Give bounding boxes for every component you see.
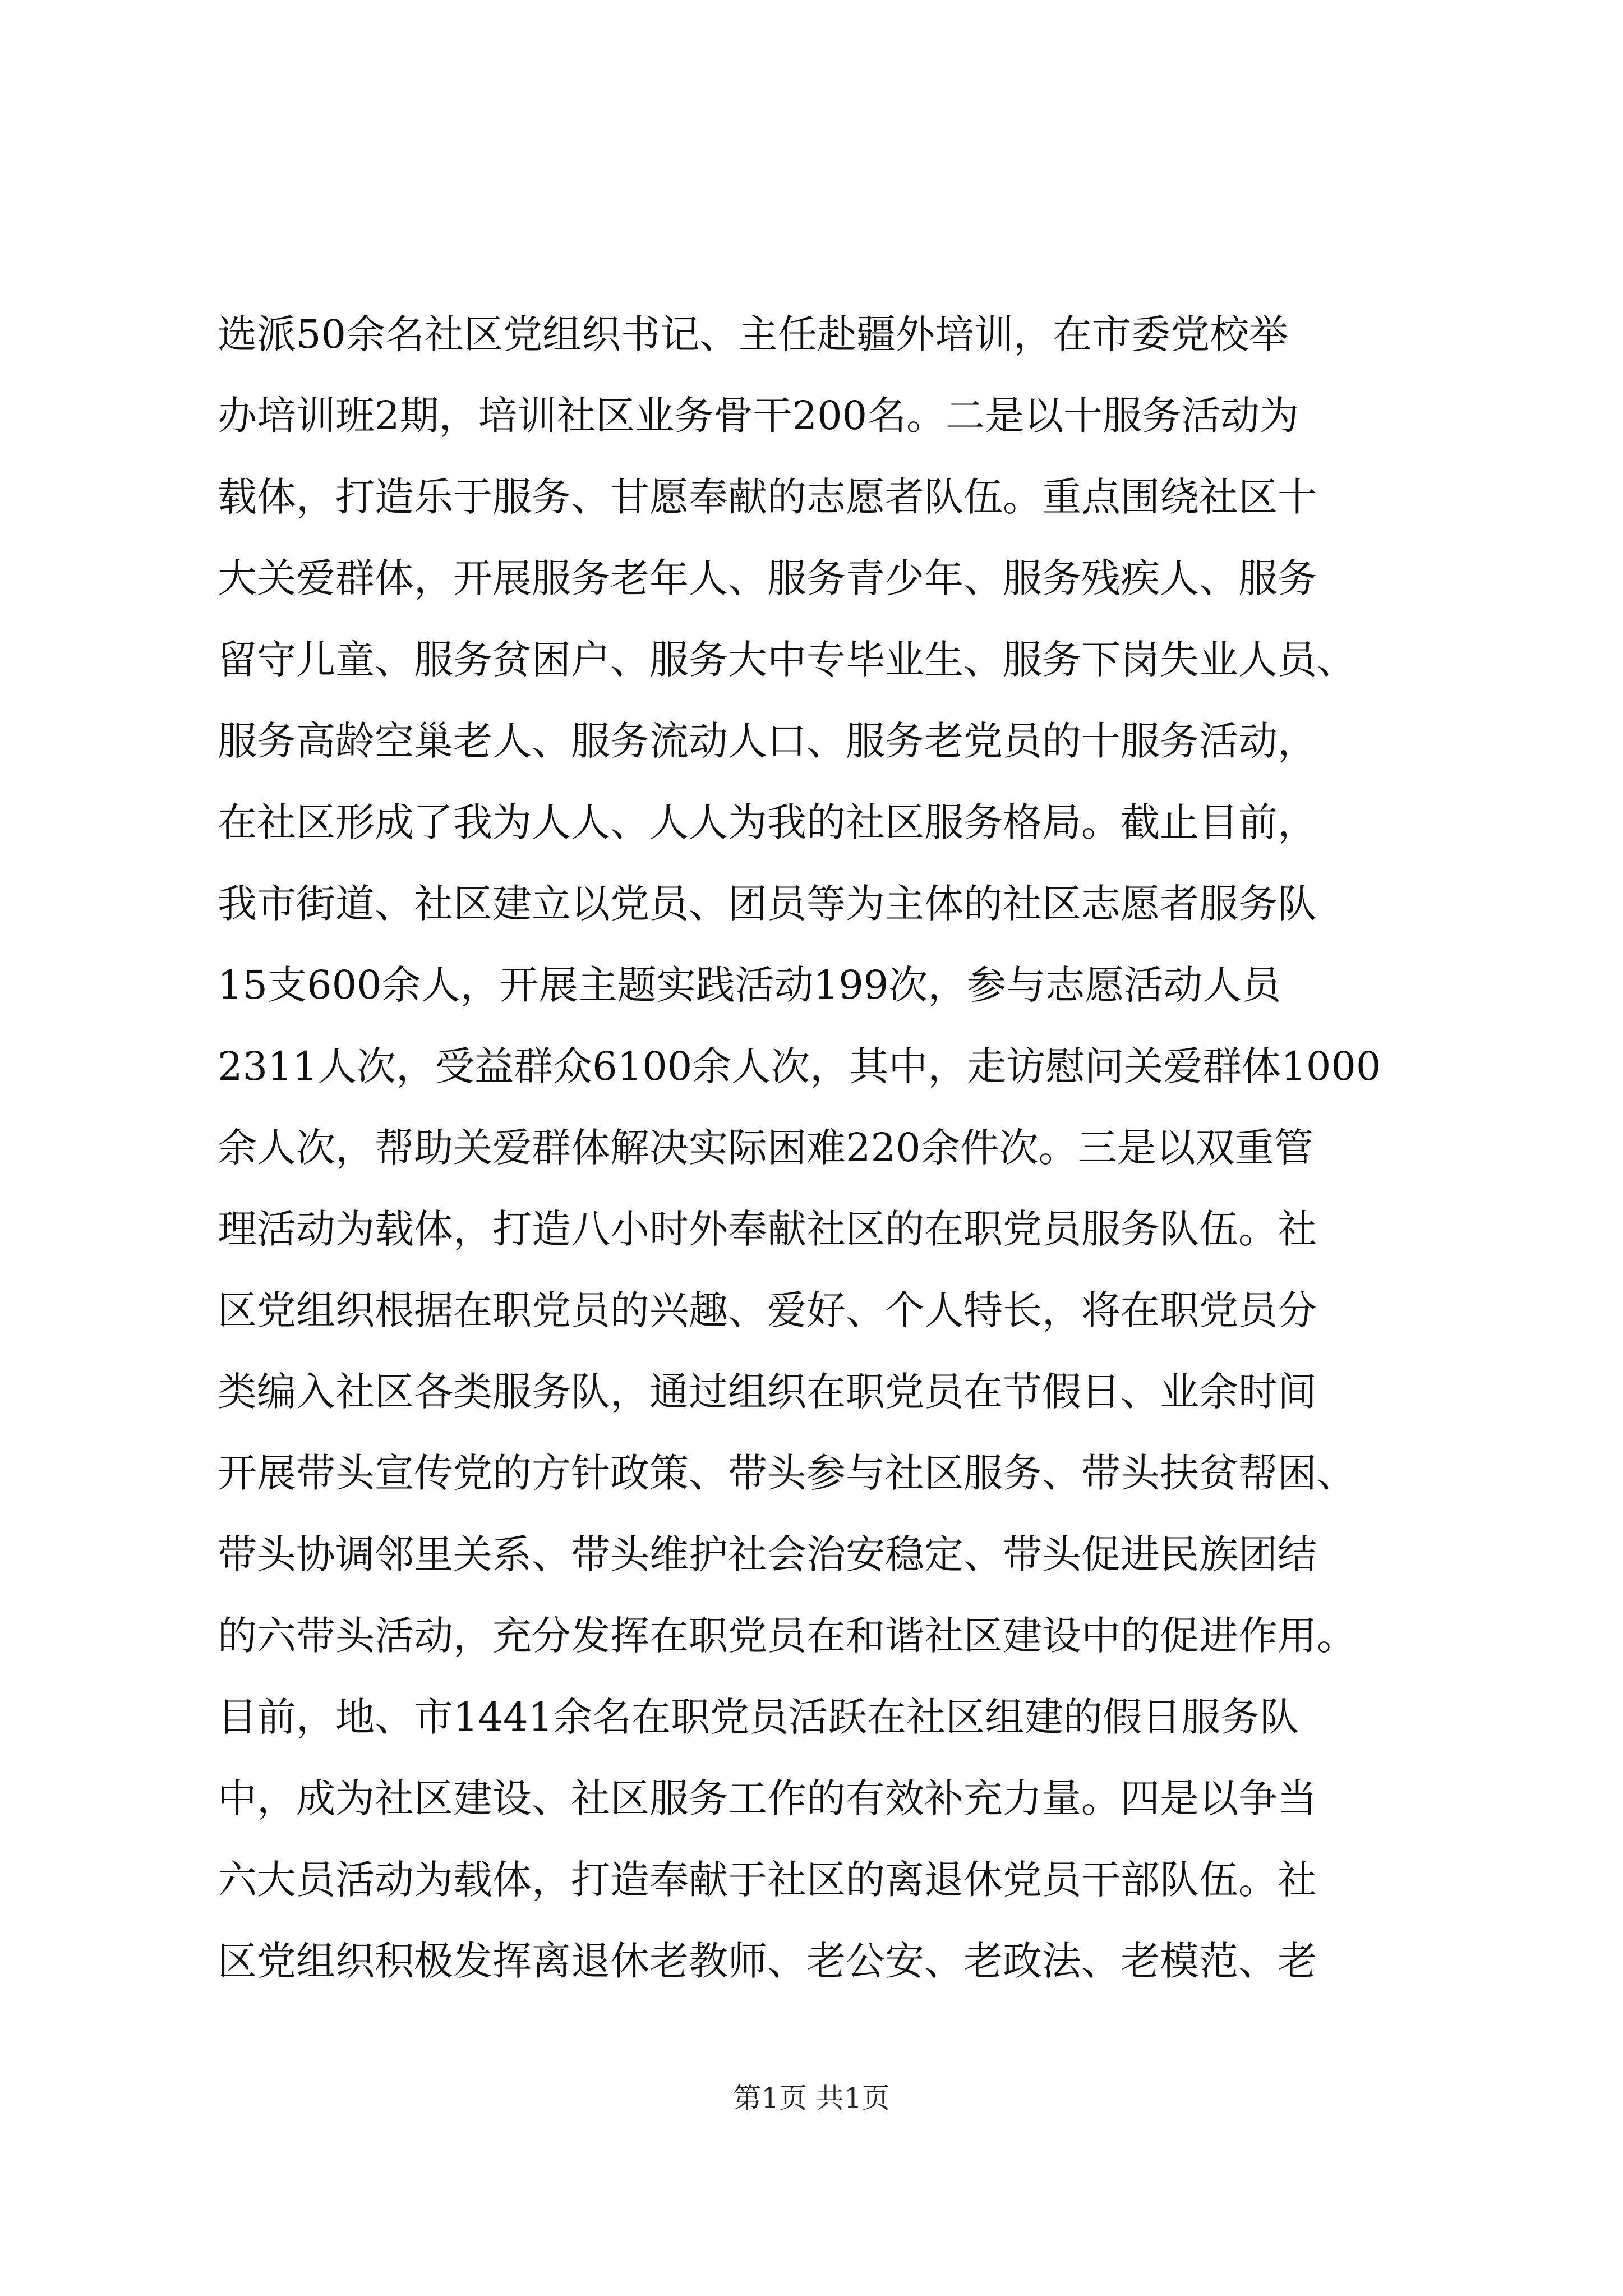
text-line: 我市街道、社区建立以党员、团员等为主体的社区志愿者服务队: [218, 881, 1317, 927]
text-line: 载体，打造乐于服务、甘愿奉献的志愿者队伍。重点围绕社区十: [218, 474, 1317, 520]
body-text: [218, 294, 1412, 2002]
text-line: 中，成为社区建设、社区服务工作的有效补充力量。四是以争当: [218, 1775, 1317, 1821]
text-line: 目前，地、市1441余名在职党员活跃在社区组建的假日服务队: [218, 1694, 1299, 1740]
text-line: 余人次，帮助关爱群体解决实际困难220余件次。三是以双重管: [218, 1125, 1313, 1171]
text-line: 六大员活动为载体，打造奉献于社区的离退休党员干部队伍。社: [218, 1857, 1317, 1903]
text-line: 理活动为载体，打造八小时外奉献社区的在职党员服务队伍。社: [218, 1206, 1317, 1252]
text-line: 区党组织积极发挥离退休老教师、老公安、老政法、老模范、老: [218, 1938, 1317, 1984]
text-line: 选派50余名社区党组织书记、主任赴疆外培训，在市委党校举: [218, 311, 1289, 357]
text-line: 2311人次，受益群众6100余人次，其中，走访慰问关爱群体1000: [218, 1043, 1381, 1089]
text-line: 在社区形成了我为人人、人人为我的社区服务格局。截止目前，: [218, 799, 1317, 845]
text-line: 办培训班2期，培训社区业务骨干200名。二是以十服务活动为: [218, 393, 1299, 439]
text-line: 服务高龄空巢老人、服务流动人口、服务老党员的十服务活动，: [218, 718, 1317, 764]
text-line: 大关爱群体，开展服务老年人、服务青少年、服务残疾人、服务: [218, 555, 1317, 601]
text-line: 类编入社区各类服务队，通过组织在职党员在节假日、业余时间: [218, 1369, 1317, 1415]
text-line: 的六带头活动，充分发挥在职党员在和谐社区建设中的促进作用。: [218, 1613, 1356, 1659]
text-line: 开展带头宣传党的方针政策、带头参与社区服务、带头扶贫帮困、: [218, 1450, 1356, 1496]
text-line: 区党组织根据在职党员的兴趣、爱好、个人特长，将在职党员分: [218, 1287, 1317, 1333]
text-line: 留守儿童、服务贫困户、服务大中专毕业生、服务下岗失业人员、: [218, 637, 1356, 683]
text-line: 15支600余人，开展主题实践活动199次，参与志愿活动人员: [218, 962, 1281, 1008]
page-footer: 第1页 共1页: [733, 2082, 890, 2114]
text-line: 带头协调邻里关系、带头维护社会治安稳定、带头促进民族团结: [218, 1531, 1317, 1577]
